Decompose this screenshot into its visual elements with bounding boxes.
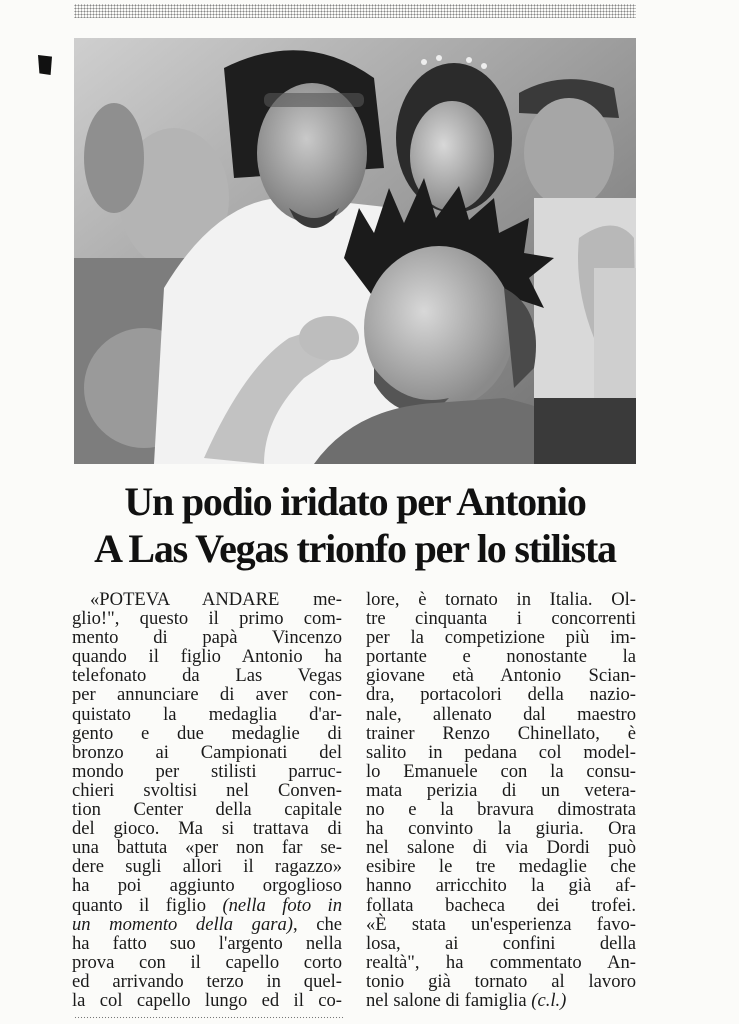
headline-line-1: Un podio iridato per Antonio: [124, 479, 586, 524]
article-photo: [74, 38, 636, 464]
text-line: telefonato da Las Vegas: [72, 665, 342, 687]
photo-caption-ref: (nella foto in: [222, 894, 342, 916]
text-line: losa, ai confini della: [366, 932, 636, 954]
text-line: bronzo ai Campionati del: [72, 741, 342, 763]
text-line: tion Center della capitale: [72, 799, 342, 821]
text-line: [72, 915, 342, 934]
text-line: hanno arricchito la già af-: [366, 875, 636, 897]
text-line: realtà", ha commentato An-: [366, 951, 636, 973]
text-segment: , che: [292, 913, 342, 935]
text-line: mata perizia di un vetera-: [366, 779, 636, 801]
text-line: mento di papà Vincenzo: [72, 627, 342, 649]
article-column-1: [72, 590, 342, 1010]
author-initials: (c.l.): [531, 989, 567, 1011]
text-line: giovane età Antonio Scian-: [366, 665, 636, 687]
photo-caption-ref: un momento della gara): [72, 913, 293, 935]
top-dotted-rule: [74, 4, 636, 18]
text-line: nale, allenato dal maestro: [366, 703, 636, 725]
text-line: prova con il capello corto: [72, 951, 342, 973]
text-line: gento e due medaglie di: [72, 722, 342, 744]
text-line: dere sugli allori il ragazzo»: [72, 856, 342, 878]
text-line: ha fatto suo l'argento nella: [72, 932, 342, 954]
text-line: no e la bravura dimostrata: [366, 799, 636, 821]
text-line: [72, 896, 342, 915]
text-line: per annunciare di aver con-: [72, 684, 342, 706]
text-line: [366, 991, 636, 1010]
bottom-dotted-rule: [74, 1016, 344, 1019]
text-line: ed arrivando terzo in quel-: [72, 970, 342, 992]
text-line: una battuta «per non far se-: [72, 837, 342, 859]
text-line: esibire le tre medaglie che: [366, 856, 636, 878]
text-line: mondo per stilisti parruc-: [72, 760, 342, 782]
text-line: per la competizione più im-: [366, 627, 636, 649]
text-line: quistato la medaglia d'ar-: [72, 703, 342, 725]
text-line: glio!", questo il primo com-: [72, 608, 342, 630]
article-column-2: [366, 590, 636, 1010]
text-line: dra, portacolori della nazio-: [366, 684, 636, 706]
text-line: tre cinquanta i concorrenti: [366, 608, 636, 630]
photo-hairstylist-icon: [74, 38, 636, 464]
text-line: chieri svoltisi nel Conven-: [72, 779, 342, 801]
text-line: «POTEVA ANDARE me-: [90, 589, 342, 610]
text-segment: nel salone di famiglia: [366, 989, 527, 1011]
text-line: la col capello lungo ed il co-: [72, 989, 342, 1011]
text-line: salito in pedana col model-: [366, 741, 636, 763]
page-marker-icon: [38, 55, 52, 75]
text-line: lore, è tornato in Italia. Ol-: [366, 589, 636, 610]
text-line: del gioco. Ma si trattava di: [72, 818, 342, 840]
text-segment: quanto il figlio: [72, 894, 207, 916]
text-line: ha convinto la giuria. Ora: [366, 818, 636, 840]
text-line: portante e nonostante la: [366, 646, 636, 668]
text-line: trainer Renzo Chinellato, è: [366, 722, 636, 744]
text-line: nel salone di via Dordi può: [366, 837, 636, 859]
text-line: ha poi aggiunto orgoglioso: [72, 875, 342, 897]
text-line: quando il figlio Antonio ha: [72, 646, 342, 668]
text-line: «È stata un'esperienza favo-: [366, 913, 636, 935]
text-line: follata bacheca dei trofei.: [366, 894, 636, 916]
headline-line-2: A Las Vegas trionfo per lo stilista: [94, 526, 616, 571]
text-line: tonio già tornato al lavoro: [366, 970, 636, 992]
text-line: lo Emanuele con la consu-: [366, 760, 636, 782]
headline: [60, 478, 650, 572]
